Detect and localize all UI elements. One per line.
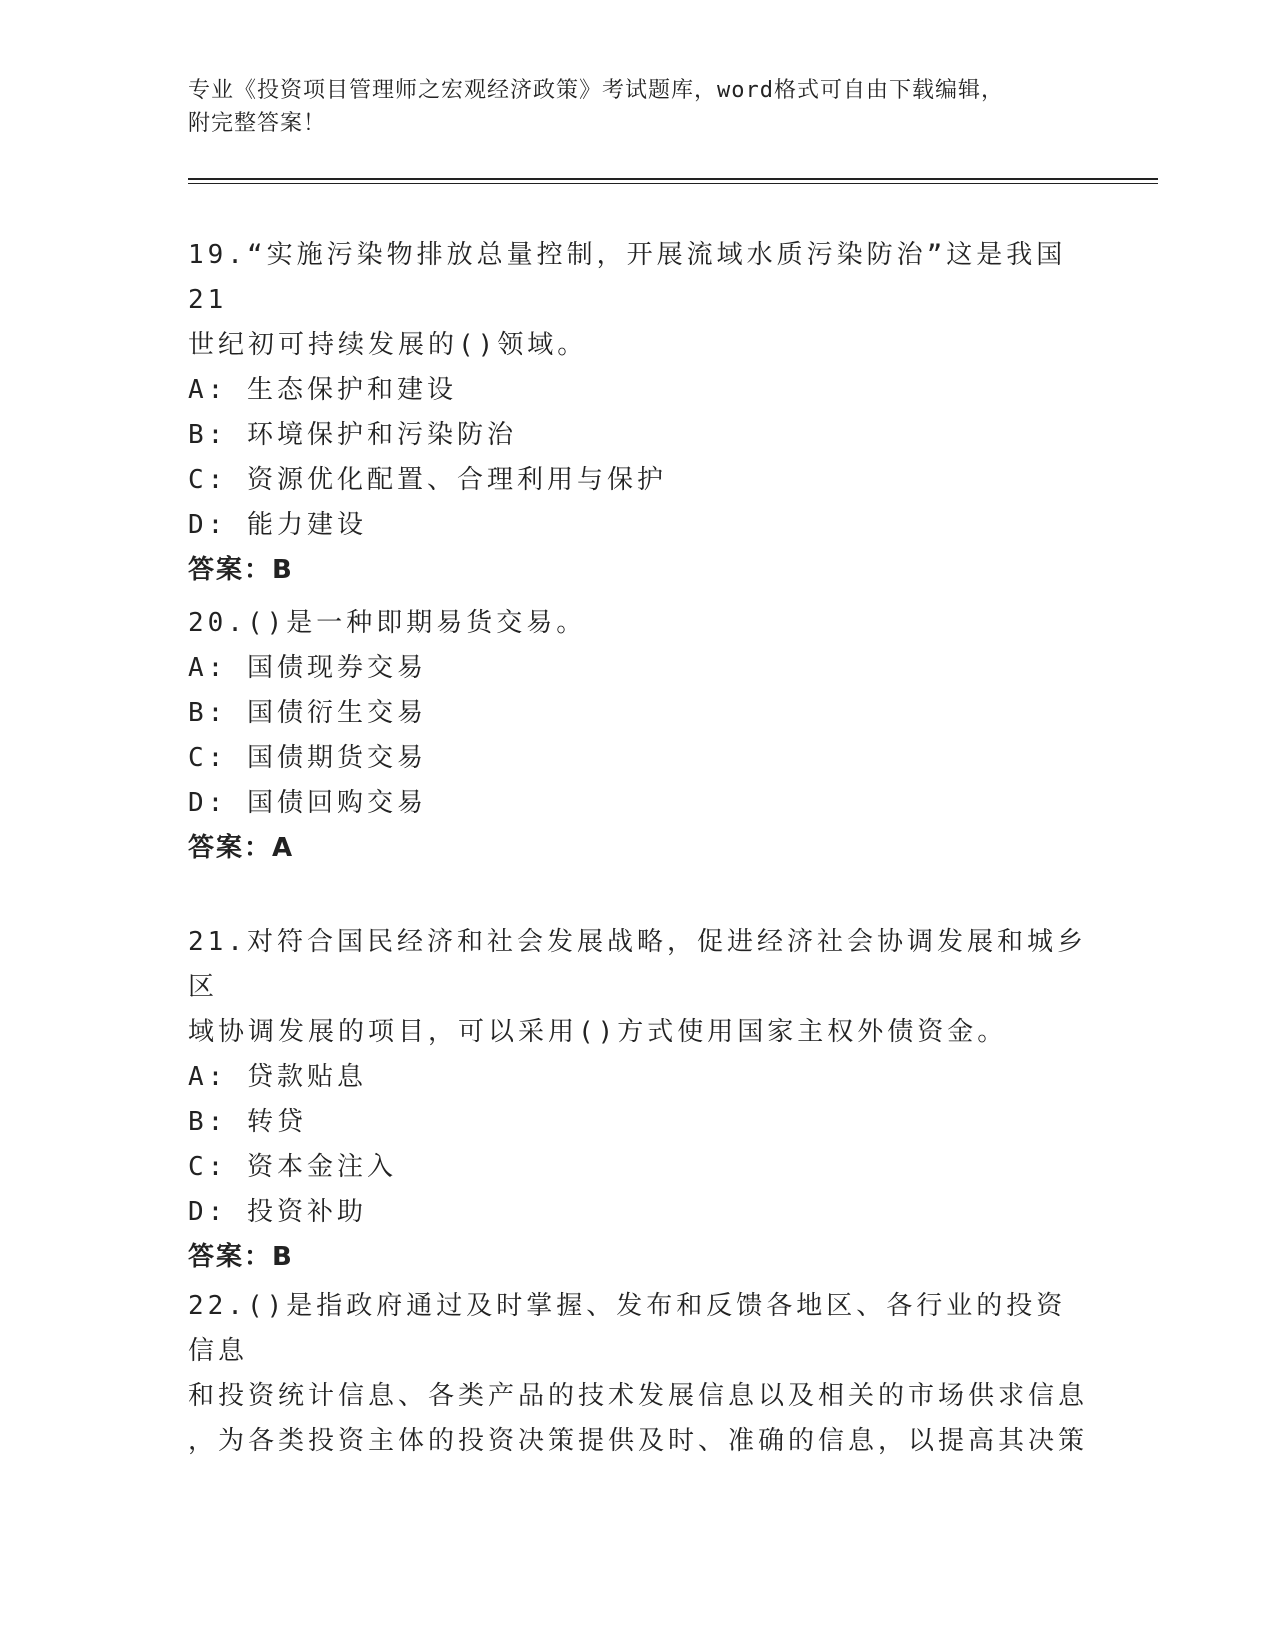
question-stem-line: 世纪初可持续发展的()领域。 [188, 330, 588, 360]
option-b: B: 转贷 [188, 1107, 307, 1137]
answer-label: 答案：B [188, 1242, 294, 1272]
question-stem-line: 19.“实施污染物排放总量控制，开展流域水质污染防治”这是我国21 [188, 240, 1067, 315]
option-d: D: 能力建设 [188, 510, 367, 540]
question-stem-line: 20.()是一种即期易货交易。 [188, 608, 587, 638]
option-d: D: 投资补助 [188, 1197, 367, 1227]
question-21 [188, 920, 1088, 1280]
question-stem-line: 22.()是指政府通过及时掌握、发布和反馈各地区、各行业的投资信息 [188, 1291, 1067, 1366]
option-b: B: 环境保护和污染防治 [188, 420, 517, 450]
question-stem-line: ，为各类投资主体的投资决策提供及时、准确的信息，以提高其决策 [188, 1426, 1089, 1456]
document-header [188, 74, 1088, 140]
option-c: C: 资本金注入 [188, 1152, 397, 1182]
header-divider-thin [188, 183, 1158, 184]
question-stem-line: 21.对符合国民经济和社会发展战略，促进经济社会协调发展和城乡区 [188, 927, 1087, 1002]
question-22 [188, 1284, 1088, 1464]
option-c: C: 资源优化配置、合理利用与保护 [188, 465, 667, 495]
option-a: A: 国债现券交易 [188, 653, 427, 683]
option-a: A: 贷款贴息 [188, 1062, 367, 1092]
header-divider-thick [188, 178, 1158, 180]
question-stem-line: 域协调发展的项目，可以采用()方式使用国家主权外债资金。 [188, 1017, 1008, 1047]
option-d: D: 国债回购交易 [188, 788, 427, 818]
option-c: C: 国债期货交易 [188, 743, 427, 773]
header-line-2: 附完整答案！ [188, 111, 327, 136]
header-line-1: 专业《投资项目管理师之宏观经济政策》考试题库，word格式可自由下载编辑， [188, 78, 1004, 103]
answer-label: 答案：A [188, 833, 295, 863]
answer-label: 答案：B [188, 555, 294, 585]
question-20 [188, 601, 1088, 871]
option-a: A: 生态保护和建设 [188, 375, 457, 405]
question-stem-line: 和投资统计信息、各类产品的技术发展信息以及相关的市场供求信息 [188, 1381, 1089, 1411]
option-b: B: 国债衍生交易 [188, 698, 427, 728]
question-19 [188, 233, 1088, 593]
